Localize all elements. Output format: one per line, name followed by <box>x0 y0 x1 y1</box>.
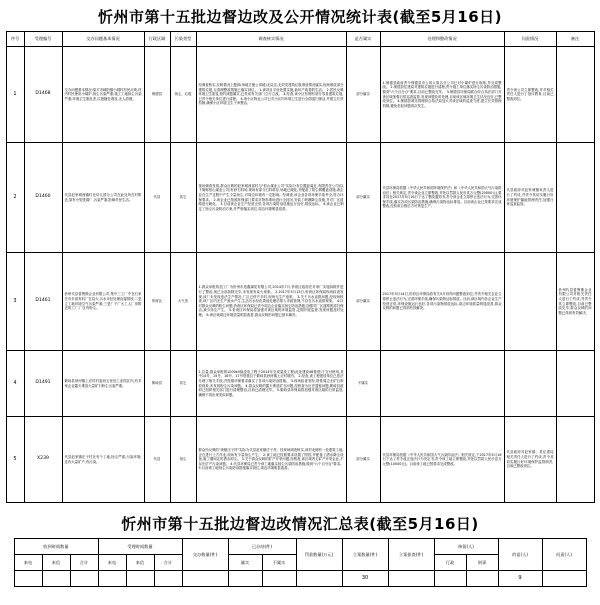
cell-type: 其它 <box>170 143 196 253</box>
cell-brief: 交办问题基本情况:原平市崞阳镇小城村村民反映,村内村民使用小煤炉,扬尘污染严重;施工工地扬尘污染严重;环境卫生脏乱差,垃圾随处堆放,无人清理。 <box>62 47 144 143</box>
cell-no: 4 <box>6 351 24 417</box>
group-completed: 已办结(件) <box>228 539 296 555</box>
table2-title: 忻州市第十五批边督边改情况汇总表(截至5月16日) <box>121 515 479 533</box>
cell-handling: 1.保德县政府责令保德县市公用太原名分公司已对小煤炉进行取缔,并完成整改。 2.保德县住建局对建筑垃圾进行清理,责令施工单位落实扬尘污染防治措施,做到"六个百分百"要求,目前已整改完毕。 3.保德县环保局联合综合执法部门对该区域加强日常巡查监管,发现问题及时处理,目前该区域环境卫生状况良好,已整改到位。 4.保德县城市管理综合执法局加大对该区域的巡查力度,建立长效管理机制,避免类似问题再次发生。 <box>380 47 504 143</box>
val-accepted-letter <box>126 571 154 587</box>
table1-title: 忻州市第十五批边督边改及公开情况统计表(截至5月16日) <box>97 8 503 26</box>
cell-region: 繁峙县 <box>144 351 170 417</box>
cell-remark <box>556 351 594 417</box>
summary-values-row <box>14 571 586 587</box>
cell-handling <box>380 351 504 417</box>
cell-accountability <box>504 351 556 417</box>
cell-confirmed: 部分属实 <box>346 143 380 253</box>
cell-region: 代县 <box>144 143 170 253</box>
val-received-total <box>70 571 98 587</box>
cell-type: 扬尘 <box>170 417 196 503</box>
cell-region: 忻府区 <box>144 253 170 351</box>
cell-confirmed: 不属实 <box>346 351 380 417</box>
cell-type: 其它 <box>170 351 196 417</box>
cell-code: D1468 <box>24 47 62 143</box>
group-received: 收到时间数量 <box>14 539 98 555</box>
cell-survey: 1.总量,群众举报的1000kV输变电工程于2014年完成架设工程(此处建设46基塔)于交付使用,其中14号、15号、16号、17号塔基位于繁峙县砂河镇上应村境内。 2.经查,该工程建设单位已依法办理了相关手续,并按照环保要求落实了各项污染防治措施。 3.现场检查发现,塔基周边无矿石堆放现象,未发现粉尘污染问题。 4.群众反映的露天堆放矿石问题,经核查为历史遗留问题,繁峙县政府已组织相关部门进行清理整治,目前已清理完毕。 5.繁峙县环保局将加强对该区域的日常监管,确保不再出现类似问题。 <box>196 351 346 417</box>
cell-survey: 现场调查发现,群众反映的赵家城西部村与"恒山煤业公司"实际分布位置距离近,有限责任公司(以下简称恒山煤业公司)有砂石料场,现场有部分石料堆存,场地已硬化,并配备了防尘网覆盖设施,该企业在生产过程中产生少量扬尘,对周边环境有一定影响。经调查,该企业各项环保手续齐全,符合环保要求。 2.该企业已按照环保部门要求对物料堆场进行全封闭,安装了喷淋降尘设施,并对厂区道路进行硬化。 3.目前该企业生产经营正常,各项污染防治设施运行良好,排放达标。 4.该企业已制定了扬尘污染防治方案,并严格落实到位,周边环境明显改善。 <box>196 143 346 253</box>
supervision-details-table <box>6 31 595 503</box>
val-fine-amount <box>296 571 342 587</box>
cell-accountability <box>504 253 556 351</box>
cell-no: 5 <box>6 417 24 503</box>
sub-not-confirmed: 不属实 <box>262 555 296 571</box>
sub-received-call: 来电 <box>14 555 42 571</box>
cell-code: X239 <box>24 417 62 503</box>
val-accountability <box>542 571 586 587</box>
val-assigned <box>182 571 228 587</box>
sub-received-letter: 来信 <box>42 555 70 571</box>
cell-confirmed: 部分属实 <box>346 47 380 143</box>
supervision-summary-table <box>14 538 587 587</box>
cell-confirmed: 部分属实 <box>346 417 380 503</box>
cell-no: 3 <box>6 253 24 351</box>
sub-detention-criminal: 刑事 <box>466 555 498 571</box>
cell-accountability: 代县政府对赵家镇、县住建局相关责任人进行了约谈,责令其切实履行好环境保护监管职责,目前已整改到位。 <box>504 417 556 503</box>
val-accepted-total <box>154 571 182 587</box>
col-code: 受理编号 <box>24 32 62 47</box>
col-brief: 交办问题基本情况 <box>62 32 144 47</box>
cell-type: 大气类 <box>170 253 196 351</box>
sub-accepted-total: 合计 <box>154 555 182 571</box>
col-remark: 备注 <box>556 32 594 47</box>
cell-remark: 忻州代县普鲁斯企业有限公司对相关责任人进行了约谈,并责令其立即整改,目前已整改完毕,群众反映的问题已得到有效解决。 <box>556 253 594 351</box>
table-row <box>6 253 594 351</box>
col-survey: 调查核实情况 <box>196 32 346 47</box>
cell-survey: 1.群众举报的加工厂为忻州市造鑫煤炭有限公司,2014年7月,忻府区政府在对该厂实施拆除并进行了整治,现已全部拆除完毕,未发现有烧火现象。 2.2017年5月13日,忻府区环保局现场检查发现,该厂未发现违法生产情况,厂区已停产多时,现场无生产迹象。 3.关于污水直排问题,经现场核查,该厂区内无生产废水产生,生活污水经化粪池处理后排入市政管网,不存在污水直排现象。 4.针对群众反映的粉尘问题,忻府区环保局已责令周边企业落实扬尘防治措施,加强对厂区道路的清扫保洁,减少扬尘产生。 5.忻府区环保局将加强对该区域的环境监管,定期开展巡查,发现问题及时处理。 6.该区域周边环境质量明显改善,群众反映的问题已基本解决。 <box>196 253 346 351</box>
col-type: 污染类型 <box>170 32 196 47</box>
cell-handling: 代县环保局依据《中华人民共和国大气污染防治法》相关规定,于2017年5月16日下达了责令改正违法行为决定书,责令该工地立即整改,并处以罚款人民币壹万元整(10000元)。目前该工地已按要求完成整改。 <box>380 417 504 503</box>
cell-no: 1 <box>6 47 24 143</box>
cell-accountability: 责令该公司立即整改,并对相关责任人进行了批评教育,目前已整改到位。 <box>504 47 556 143</box>
sub-accepted-letter: 来信 <box>126 555 154 571</box>
col-no: 序号 <box>6 32 24 47</box>
table-row <box>6 143 594 253</box>
sub-detention-admin: 行政 <box>434 555 466 571</box>
cell-brief: 代县赵家镇庄子村北有个工地,扬尘严重,污染环境;还有大量矿产,有污染。 <box>62 417 144 503</box>
group-detention: 拘留(人) <box>434 539 498 555</box>
col-confirmed: 是否属实 <box>346 32 380 47</box>
group-assigned: 交办数量(件) <box>182 539 228 571</box>
sub-received-total: 合计 <box>70 555 98 571</box>
val-criminal-case <box>388 571 434 587</box>
table1-header-row <box>6 32 594 47</box>
cell-survey: 群众所反映的"该镇庄子村"实际为代县赵家镇庄子村。经现场调查核实,该村北侧有一处建筑工地,正在进行土方作业,现场有少量扬尘产生。 2.该工地已按照要求设置了围挡,并配备了洒水降尘设备,施工期间定时洒水抑尘。 3.关于群众反映的矿产开采问题,经核查,该区域内无矿产开采企业,不存在矿产污染问题。 4.代县环保局已责令该工地落实扬尘污染防治措施,做到"六个百分百"要求。 5.目前该工地扬尘污染防治措施落实到位,周边环境明显改善。 <box>196 417 346 503</box>
sub-accepted-call: 来电 <box>98 555 126 571</box>
table-row <box>6 47 594 143</box>
col-region: 行政区域 <box>144 32 170 47</box>
val-received-letter <box>42 571 70 587</box>
cell-no: 2 <box>6 143 24 253</box>
val-confirmed <box>228 571 262 587</box>
sub-confirmed: 属实 <box>228 555 262 571</box>
cell-region: 保德县 <box>144 47 170 143</box>
val-accepted-call <box>98 571 126 587</box>
cell-handling: 代县环保局依据《中华人民共和国环境保护法》和《中华人民共和国大气污染防治法》相关规定,责令该企业立即整改,并处以罚款人民币贰万元整(20000元),要求其在2017年5月16日下达了整改通知书,责令该企业立即停止违法行为,完善环保手续,落实各项污染防治措施,确保污染物达标排放。目前该企业已按要求完成整改,经验收合格后方可恢复生产。 <box>380 143 504 253</box>
cell-remark <box>556 143 594 253</box>
cell-remark <box>556 417 594 503</box>
group-fine-amount: 罚款数量(万元) <box>296 539 342 571</box>
col-accountability: 问责情况 <box>504 32 556 47</box>
summary-group-header-row <box>14 539 586 555</box>
group-accepted: 受理时间数量 <box>98 539 182 555</box>
table-row <box>6 417 594 503</box>
cell-brief: 代县赵家城西镇村北幼儿园分公司在此处所在村附近,原有小型洗煤厂,污染严重,影响村民生活。 <box>62 143 144 253</box>
group-criminal-case: 立案侦查(件) <box>388 539 434 571</box>
cell-confirmed: 部分属实 <box>346 253 380 351</box>
col-handling: 处理和整改情况 <box>380 32 504 47</box>
cell-code: D1491 <box>24 351 62 417</box>
cell-code: D1460 <box>24 143 62 253</box>
cell-type: 扬尘、垃圾 <box>170 47 196 143</box>
val-detention-criminal <box>466 571 498 587</box>
page-footer-space <box>0 587 600 593</box>
cell-accountability: 代县政府对赵家城镇负责人进行了约谈,并责令其切实履行好环境保护属地管理责任,加强日常巡查监管。 <box>504 143 556 253</box>
cell-brief: 忻州代县普鲁斯企业有限公司,集中三工厂中在石家庄市东部有料厂在烧火,污水未经处理直接排放;二是立工地环境空气污染严重;三是厂子广大工人厂房附近的工厂,厂区有粉尘。 <box>62 253 144 351</box>
cell-survey: 经调查核实,反映情况上题四(场地方便公用地)无烧过,无效类建筑垃圾堆放情况属实,现场堆放部分建筑垃圾,无清理整改措施已落实到位。 1.该项目平房处置实施,新环产改善的生活。 2.居民反映环境卫生脏乱差的问题属实,已责成有关部门立行立改。 3.经查,该小区东侧有部分零星建筑垃圾,已责令相关单位进行清理。 4.该小区物业公司已对小区内环境卫生进行全面清扫保洁,并建立长效机制,确保小区环境卫生干净整洁。 <box>196 47 346 143</box>
table-row <box>6 351 594 417</box>
cell-remark <box>556 47 594 143</box>
val-received-call <box>14 571 42 587</box>
val-interview: 9 <box>498 571 542 587</box>
val-case-count: 30 <box>342 571 388 587</box>
val-detention-admin <box>434 571 466 587</box>
cell-code: D1461 <box>24 253 62 351</box>
cell-handling: 2017年5月14日,忻府区环保局将有关5月份内问题整改到位,并责令相关企业立即停止违法行为,完善环保手续,确保污染物达标排放。目前,该区域内各企业生产经营正常,环保设施运行良好,各项污染物排放达标,周边环境质量明显改善,群众反映的问题已得到有效解决。 <box>380 253 504 351</box>
group-case-count: 立案数量(件) <box>342 539 388 571</box>
group-accountability: 问责(人) <box>542 539 586 571</box>
group-interview: 约谈(人) <box>498 539 542 571</box>
cell-brief: 繁峙县砂河镇上应村村委西五里处工业园区内,有多家企业露天堆放大量矿石粉尘污染严重。 <box>62 351 144 417</box>
val-not-confirmed <box>262 571 296 587</box>
cell-region: 代县 <box>144 417 170 503</box>
